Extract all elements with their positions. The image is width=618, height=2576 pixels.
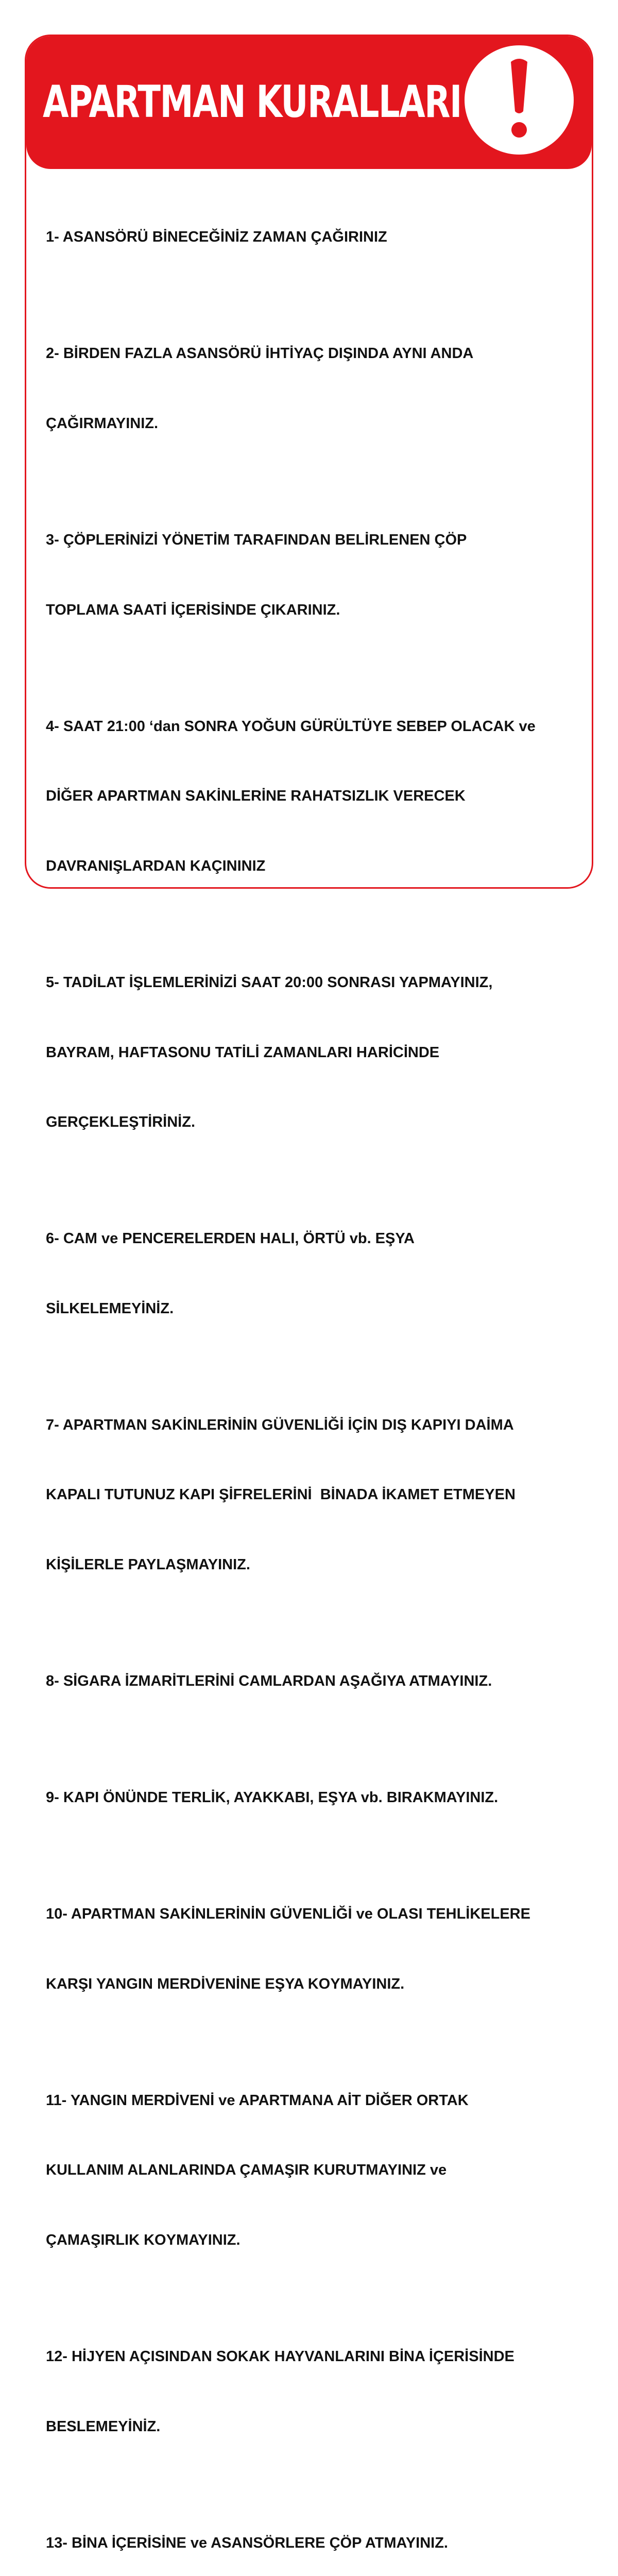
rule-item (46, 179, 592, 296)
rule-item (46, 482, 592, 669)
rule-item (46, 2485, 592, 2576)
rule-item (46, 925, 592, 1181)
sign-header (26, 36, 592, 169)
rule-line: 6- CAM ve PENCERELERDEN HALI, ÖRTÜ vb. EŞYA (46, 1230, 415, 1247)
rule-line: KARŞI YANGIN MERDİVENİNE EŞYA KOYMAYINIZ. (46, 1975, 405, 1992)
rule-item (46, 2042, 592, 2298)
rule-line: 11- YANGIN MERDİVENİ ve APARTMANA AİT DİĞER ORTAK (46, 2092, 469, 2109)
rule-item (46, 1181, 592, 1367)
rule-line: BAYRAM, HAFTASONU TATİLİ ZAMANLARI HARİCİNDE (46, 1044, 440, 1061)
rule-item (46, 1623, 592, 1740)
rule-item (46, 1367, 592, 1623)
rule-line: 4- SAAT 21:00 ‘dan SONRA YOĞUN GÜRÜLTÜYE SEBEP OLACAK ve (46, 718, 536, 735)
rule-line: ÇAMAŞIRLIK KOYMAYINIZ. (46, 2231, 241, 2248)
rule-line: TOPLAMA SAATİ İÇERİSİNDE ÇIKARINIZ. (46, 601, 340, 618)
rule-line: 1- ASANSÖRÜ BİNECEĞİNİZ ZAMAN ÇAĞIRINIZ (46, 229, 387, 246)
rule-item (46, 1856, 592, 2043)
rules-sign (25, 35, 593, 2551)
rule-line: 7- APARTMAN SAKİNLERİNİN GÜVENLİĞİ İÇİN DIŞ KAPIYI DAİMA (46, 1416, 514, 1433)
rule-line: 5- TADİLAT İŞLEMLERİNİZİ SAAT 20:00 SONRASI YAPMAYINIZ, (46, 974, 493, 991)
rule-item (46, 1740, 592, 1856)
rule-line: 13- BİNA İÇERİSİNE ve ASANSÖRLERE ÇÖP ATMAYINIZ. (46, 2534, 448, 2551)
rule-line: 8- SİGARA İZMARİTLERİNİ CAMLARDAN AŞAĞIYA ATMAYINIZ. (46, 1673, 492, 1689)
rule-line: ÇAĞIRMAYINIZ. (46, 415, 159, 432)
rules-list (46, 179, 592, 2576)
sign-title: APARTMAN KURALLARI (43, 76, 461, 128)
rule-line: 12- HİJYEN AÇISINDAN SOKAK HAYVANLARINI BİNA İÇERİSİNDE (46, 2348, 514, 2365)
rule-line: DAVRANIŞLARDAN KAÇININIZ (46, 857, 266, 874)
rule-line: 9- KAPI ÖNÜNDE TERLİK, AYAKKABI, EŞYA vb. BIRAKMAYINIZ. (46, 1789, 499, 1806)
rule-line: 10- APARTMAN SAKİNLERİNİN GÜVENLİĞİ ve OLASI TEHLİKELERE (46, 1906, 530, 1923)
rule-line: GERÇEKLEŞTİRİNİZ. (46, 1114, 196, 1131)
rule-line: DİĞER APARTMAN SAKİNLERİNE RAHATSIZLIK VERECEK (46, 788, 466, 805)
rule-line: KULLANIM ALANLARINDA ÇAMAŞIR KURUTMAYINIZ ve (46, 2162, 447, 2179)
rule-item (46, 2298, 592, 2485)
rule-line: 3- ÇÖPLERİNİZİ YÖNETİM TARAFINDAN BELİRLENEN ÇÖP (46, 532, 467, 549)
rule-line: KİŞİLERLE PAYLAŞMAYINIZ. (46, 1556, 250, 1573)
rule-line: KAPALI TUTUNUZ KAPI ŞİFRELERİNİ BİNADA İKAMET ETMEYEN (46, 1486, 516, 1503)
rule-item (46, 296, 592, 482)
exclamation-icon (465, 45, 574, 155)
rule-line: BESLEMEYİNİZ. (46, 2418, 161, 2435)
rule-item (46, 668, 592, 924)
rule-line: SİLKELEMEYİNİZ. (46, 1300, 174, 1317)
rule-line: 2- BİRDEN FAZLA ASANSÖRÜ İHTİYAÇ DIŞINDA AYNI ANDA (46, 345, 474, 362)
